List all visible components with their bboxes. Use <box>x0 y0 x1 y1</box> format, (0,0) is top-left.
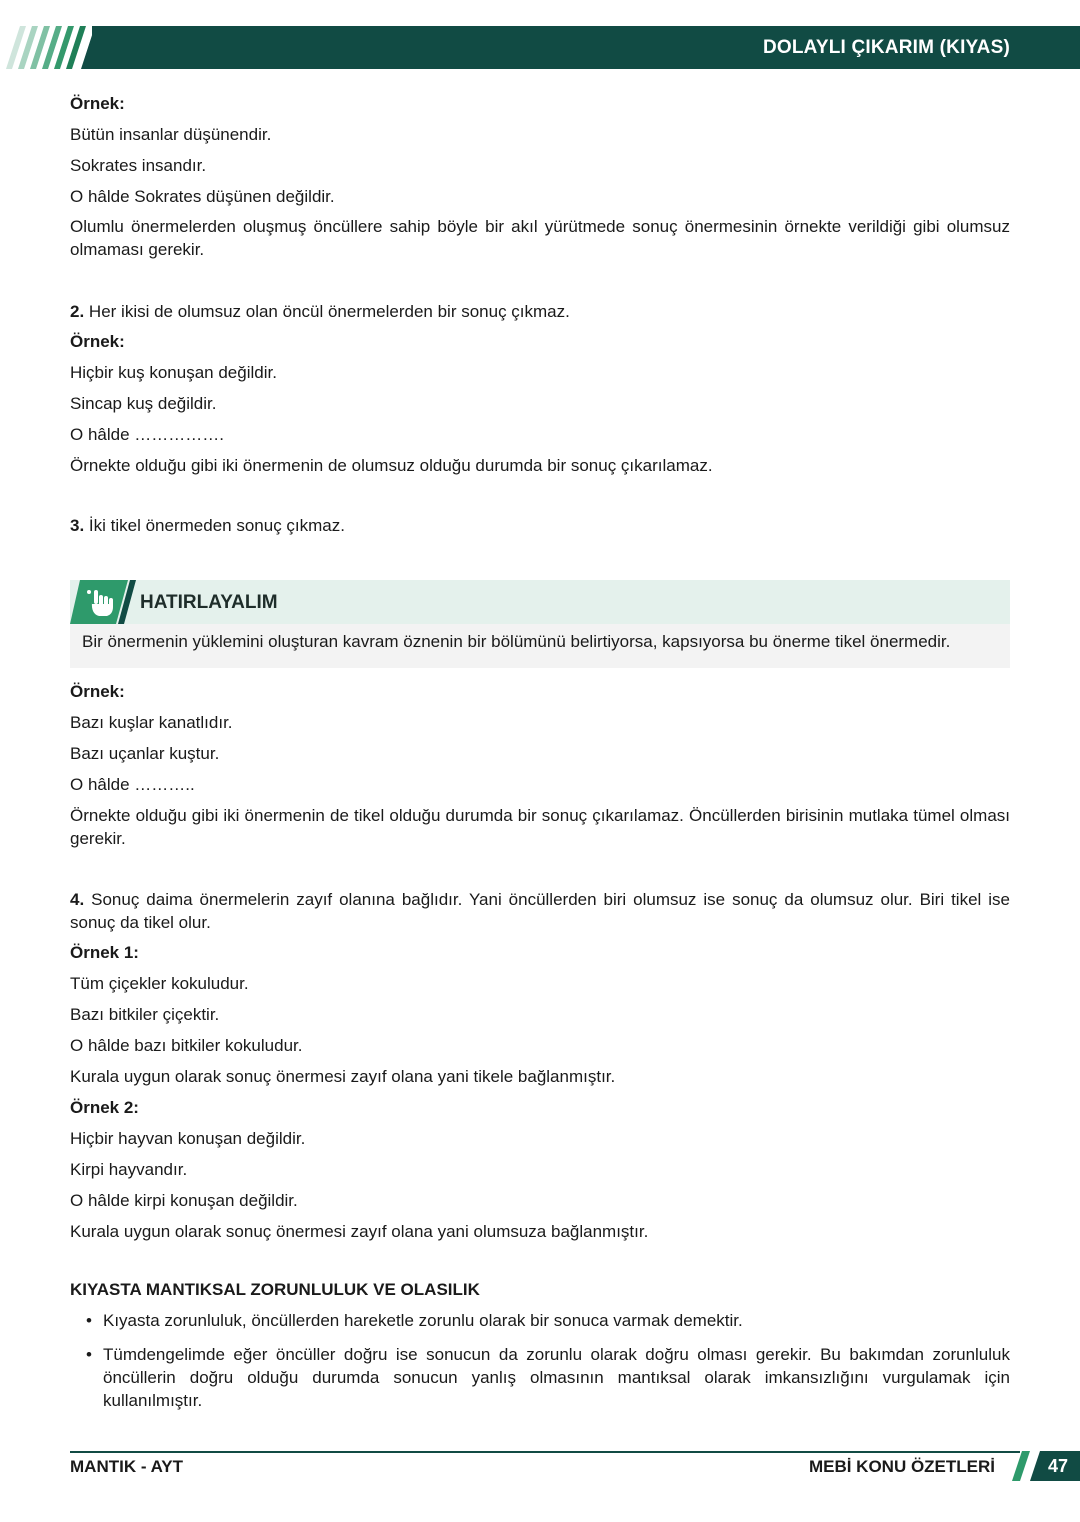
rule-3-section <box>70 514 1010 537</box>
example-section-3 <box>70 680 1010 850</box>
premise-line: Kirpi hayvandır. <box>70 1160 188 1179</box>
example-section-1 <box>70 92 1010 261</box>
conclusion-line: O hâlde ……….. <box>70 775 195 794</box>
list-item-text: Kıyasta zorunluluk, öncüllerden hareketle zorunlu olarak bir sonuca varmak demektir. <box>103 1311 743 1330</box>
example-label: Örnek: <box>70 94 125 113</box>
page-title: DOLAYLI ÇIKARIM (KIYAS) <box>762 37 1010 58</box>
rule-statement <box>70 300 1010 323</box>
rule-number: 4. <box>70 890 85 909</box>
rule-text: Sonuç daima önermelerin zayıf olanına bağlıdır. Yani öncüllerden biri olumsuz ise sonuç da olumsuz olur. Biri tikel ise sonuç da tikel olur. <box>70 890 1010 932</box>
footer-series-title: MEBİ KONU ÖZETLERİ <box>808 1457 995 1476</box>
pointing-hand-icon <box>70 580 140 624</box>
premise-line: Hiçbir hayvan konuşan değildir. <box>70 1129 306 1148</box>
conclusion-line: O hâlde Sokrates düşünen değildir. <box>70 187 335 206</box>
conclusion-line: O hâlde bazı bitkiler kokuludur. <box>70 1036 303 1055</box>
explanation-text: Kurala uygun olarak sonuç önermesi zayıf olana yani olumsuza bağlanmıştır. <box>70 1222 649 1241</box>
explanation-text: Örnekte olduğu gibi iki önermenin de tikel olduğu durumda bir sonuç çıkarılamaz. Öncüllerden birisinin mutlaka tümel olması gerekir. <box>70 806 1010 848</box>
list-item <box>70 1309 1010 1332</box>
bullet-icon: • <box>86 1311 92 1330</box>
rule-statement <box>70 514 1010 537</box>
example-2-label: Örnek 2: <box>70 1098 139 1117</box>
premise-line: Bütün insanlar düşünendir. <box>70 125 272 144</box>
callout-title: HATIRLAYALIM <box>140 592 278 613</box>
footer-subject: MANTIK - AYT <box>70 1457 184 1476</box>
list-item <box>70 1343 1010 1412</box>
premise-line: Sokrates insandır. <box>70 156 207 175</box>
example-label: Örnek: <box>70 682 125 701</box>
example-1-label: Örnek 1: <box>70 943 139 962</box>
page-number: 47 <box>1047 1456 1069 1476</box>
premise-line: Tüm çiçekler kokuludur. <box>70 974 249 993</box>
premise-line: Bazı uçanlar kuştur. <box>70 744 220 763</box>
rule-number: 2. <box>70 302 85 321</box>
explanation-text: Örnekte olduğu gibi iki önermenin de olumsuz olduğu durumda bir sonuç çıkarılamaz. <box>70 456 713 475</box>
rule-statement <box>70 888 1010 934</box>
rule-text: İki tikel önermeden sonuç çıkmaz. <box>88 516 345 535</box>
list-item-text: Tümdengelimde eğer öncüller doğru ise sonucun da zorunlu olarak doğru olması gerekir. Bu bakımdan zorunluluk öncüllerin doğru olduğu durumda sonucun yanlış olmasının mantıksal olarak imkansızlığını vurgulamak için kullanılmıştır. <box>103 1345 1010 1410</box>
premise-line: Bazı bitkiler çiçektir. <box>70 1005 220 1024</box>
explanation-text: Kurala uygun olarak sonuç önermesi zayıf olana yani tikele bağlanmıştır. <box>70 1067 616 1086</box>
rule-4-section <box>70 888 1010 1243</box>
bullet-icon: • <box>86 1345 92 1364</box>
rule-2-section <box>70 300 1010 477</box>
premise-line: Hiçbir kuş konuşan değildir. <box>70 363 277 382</box>
callout-body <box>70 624 1010 668</box>
premise-line: Bazı kuşlar kanatlıdır. <box>70 713 233 732</box>
callout-text: Bir önermenin yüklemini oluşturan kavram öznenin bir bölümünü belirtiyorsa, kapsıyorsa bu önerme tikel önermedir. <box>82 632 951 651</box>
necessity-bullet-list <box>70 1309 1010 1412</box>
necessity-section <box>70 1278 1010 1412</box>
footer-divider <box>70 1451 1020 1453</box>
premise-line: Sincap kuş değildir. <box>70 394 217 413</box>
conclusion-line: O hâlde kirpi konuşan değildir. <box>70 1191 298 1210</box>
section-heading: KIYASTA MANTIKSAL ZORUNLULUK VE OLASILIK <box>70 1280 480 1299</box>
explanation-text: Olumlu önermelerden oluşmuş öncüllere sahip böyle bir akıl yürütmede sonuç önermesinin örnekte verildiği gibi olumsuz olmaması gerekir. <box>70 217 1010 259</box>
callout-header <box>70 580 1010 624</box>
page-header <box>0 26 1080 69</box>
remember-callout <box>70 580 1010 668</box>
rule-text: Her ikisi de olumsuz olan öncül önermelerden bir sonuç çıkmaz. <box>88 302 570 321</box>
conclusion-line: O hâlde ……………. <box>70 425 224 444</box>
rule-number: 3. <box>70 516 85 535</box>
example-label: Örnek: <box>70 332 125 351</box>
